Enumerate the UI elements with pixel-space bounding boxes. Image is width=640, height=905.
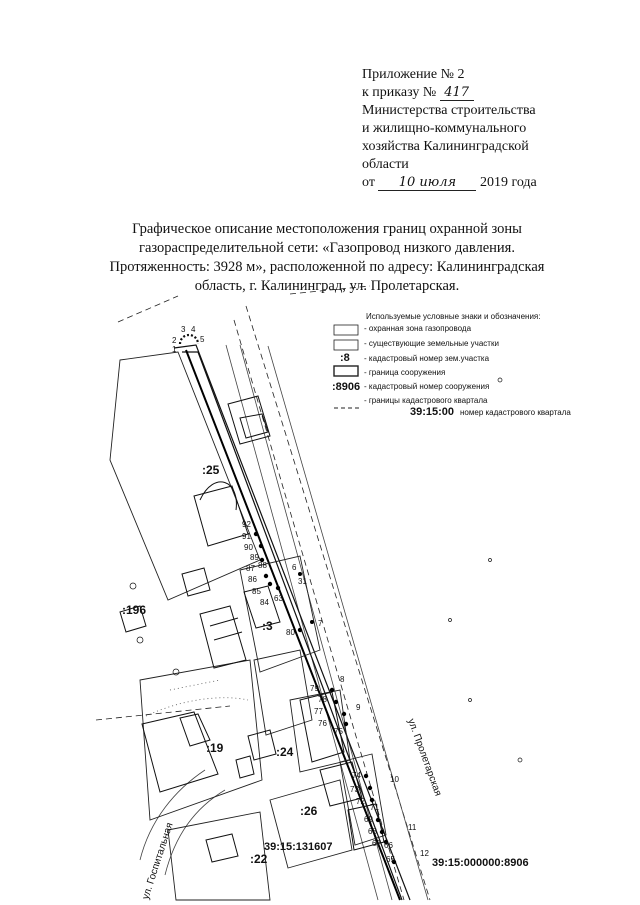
legend-heading: Используемые условные знаки и обозначения: — [366, 312, 541, 321]
legend-structure-symbol — [334, 366, 358, 376]
land-parcels — [110, 352, 386, 900]
legend-item-quarter-number: номер кадастрового квартала — [460, 408, 571, 417]
point-label: 71 — [370, 803, 379, 812]
point-label: 77 — [314, 707, 323, 716]
legend-item-structure-number: - кадастровый номер сооружения — [364, 382, 490, 391]
legend-item-quarter-bounds: - границы кадастрового квартала — [364, 396, 488, 405]
point-label: 12 — [420, 849, 429, 858]
point-label: 10 — [390, 775, 399, 784]
point-label: 86 — [248, 575, 257, 584]
street-label-proletarskaya: ул. Пролетарская — [405, 717, 444, 798]
point-label: 67 — [372, 839, 381, 848]
point-label: 7 — [318, 619, 323, 628]
parcel-label-19: :19 — [206, 741, 224, 755]
protection-zone — [174, 335, 410, 900]
point-label: 1 — [172, 345, 177, 354]
legend-item-zone: - охранная зона газопровода — [364, 324, 472, 333]
point-label: 63 — [274, 594, 283, 603]
legend-item-parcel-number: - кадастровый номер зем.участка — [364, 354, 490, 363]
legend-symbol-quarter-number: 39:15:00 — [410, 406, 455, 418]
parcel-label-22: :22 — [250, 852, 268, 866]
point-label: 69 — [364, 815, 373, 824]
point-label: 90 — [244, 543, 253, 552]
point-labels — [172, 325, 429, 864]
point-label: 65 — [386, 855, 395, 864]
point-label: 5 — [200, 335, 205, 344]
point-label: 2 — [172, 336, 177, 345]
point-label: 74 — [352, 771, 361, 780]
point-label: 6 — [292, 563, 297, 572]
point-label: 88 — [258, 561, 267, 570]
legend-parcel-symbol — [334, 340, 358, 350]
point-label: 73 — [350, 785, 359, 794]
point-label: 89 — [250, 553, 259, 562]
point-label: 68 — [368, 827, 377, 836]
point-label: 9 — [356, 703, 361, 712]
title-line-2: газораспределительной сети: «Газопровод низкого давления. — [139, 240, 515, 256]
tree-marks — [130, 378, 522, 762]
point-label: 8 — [340, 675, 345, 684]
point-label: 72 — [356, 797, 365, 806]
parcel-label-25: :25 — [202, 463, 220, 477]
point-label: 31 — [298, 577, 307, 586]
title-line-3: Протяженность: 3928 м», расположенной по адресу: Калининградская — [109, 259, 545, 275]
ministry-line-3: хозяйства Калининградской — [362, 139, 529, 154]
point-label: 85 — [252, 587, 261, 596]
legend-item-parcels: - существующие земельные участки — [364, 339, 499, 348]
title-line-1: Графическое описание местоположения границ охранной зоны — [132, 221, 522, 237]
order-number-handwritten: 417 — [440, 85, 474, 101]
legend — [332, 312, 571, 418]
point-label: 92 — [242, 520, 251, 529]
quarter-label: 39:15:131607 — [264, 841, 333, 853]
point-label: 4 — [191, 325, 196, 334]
structure-label: 39:15:000000:8906 — [432, 857, 529, 869]
ministry-line-1: Министерства строительства — [362, 103, 536, 118]
parcel-label-24: :24 — [276, 745, 294, 759]
point-label: 76 — [318, 719, 327, 728]
legend-item-structure: - граница сооружения — [364, 368, 446, 377]
parcel-label-196: :196 — [122, 603, 147, 617]
quarter-boundaries — [96, 286, 430, 900]
point-label: 78 — [318, 695, 327, 704]
appendix-line: Приложение № 2 — [362, 67, 465, 82]
point-label: 11 — [408, 823, 417, 832]
legend-symbol-parcel-number: :8 — [340, 352, 350, 364]
date-line: от 10 июля 2019 года — [362, 175, 537, 190]
point-label: 84 — [260, 598, 269, 607]
ministry-line-4: области — [362, 157, 409, 172]
ministry-line-2: и жилищно-коммунального — [362, 121, 527, 136]
point-label: 91 — [242, 532, 251, 541]
date-handwritten: 10 июля — [378, 175, 476, 191]
point-label: 75 — [334, 727, 343, 736]
point-label: 66 — [384, 841, 393, 850]
fence-lines — [146, 680, 248, 716]
legend-symbol-structure-number: :8906 — [332, 381, 361, 393]
point-label: 87 — [246, 564, 255, 573]
parcel-label-26: :26 — [300, 804, 318, 818]
title-line-4: область, г. Калининград, ул. Пролетарская. — [194, 278, 460, 294]
point-label: 79 — [310, 684, 319, 693]
road-edges — [140, 345, 428, 900]
point-label: 3 — [181, 325, 186, 334]
street-label-gospitalnaya: ул. Госпитальная — [140, 821, 176, 901]
legend-zone-symbol — [334, 325, 358, 335]
order-number-line: к приказу № 417 — [362, 84, 612, 102]
parcel-label-3: :3 — [262, 619, 273, 633]
point-label: 80 — [286, 628, 295, 637]
